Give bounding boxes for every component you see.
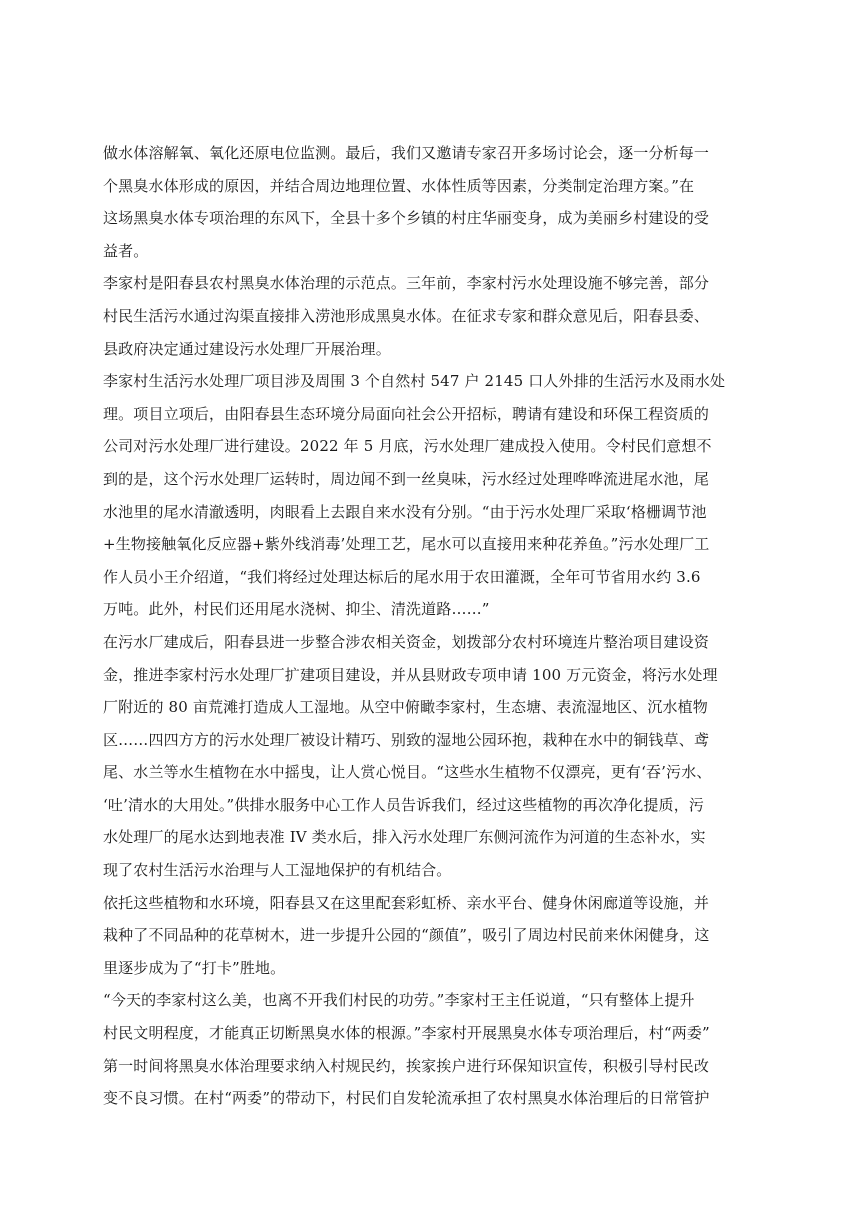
text-line: 现了农村生活污水治理与人工湿地保护的有机结合。: [103, 861, 452, 880]
text-line: 水处理厂的尾水达到地表准 IV 类水后，排入污水处理厂东侧河流作为河道的生态补水，实: [103, 828, 706, 847]
text-line: “今天的李家村这么美，也离不开我们村民的功劳。”李家村王主任说道，“只有整体上提升: [103, 991, 695, 1010]
text-line: 作人员小王介绍道，“我们将经过处理达标后的尾水用于农田灌溉，全年可节省用水约 3.6: [103, 567, 701, 586]
text-line: 李家村生活污水处理厂项目涉及周围 3 个自然村 547 户 2145 口人外排的生活污水及雨水处: [103, 372, 726, 391]
text-line: 县政府决定通过建设污水处理厂开展治理。: [103, 339, 391, 358]
text-line: 水池里的尾水清澈透明，肉眼看上去跟自来水没有分别。“由于污水处理厂采取‘格栅调节池: [103, 502, 707, 521]
text-line: 这场黑臭水体专项治理的东风下，全县十多个乡镇的村庄华丽变身，成为美丽乡村建设的受: [103, 209, 710, 228]
text-line: 村民生活污水通过沟渠直接排入涝池形成黑臭水体。在征求专家和群众意见后，阳春县委、: [103, 306, 710, 325]
text-line: 第一时间将黑臭水体治理要求纳入村规民约，挨家挨户进行环保知识宣传，积极引导村民改: [103, 1056, 710, 1075]
text-line: 变不良习惯。在村“两委”的带动下，村民们自发轮流承担了农村黑臭水体治理后的日常管护: [103, 1089, 710, 1108]
text-line: 依托这些植物和水环境，阳春县又在这里配套彩虹桥、亲水平台、健身休闲廊道等设施，并: [103, 893, 710, 912]
text-line: 到的是，这个污水处理厂运转时，周边闻不到一丝臭味，污水经过处理哗哗流进尾水池，尾: [103, 469, 710, 488]
text-line: 栽种了不同品种的花草树木，进一步提升公园的“颜值”，吸引了周边村民前来休闲健身，这: [103, 926, 710, 945]
text-line: 益者。: [103, 241, 149, 260]
text-line: 公司对污水处理厂进行建设。2022 年 5 月底，污水处理厂建成投入使用。令村民们意想不: [103, 437, 712, 456]
text-line: 个黑臭水体形成的原因，并结合周边地理位置、水体性质等因素，分类制定治理方案。”在: [103, 176, 695, 195]
document-body: [103, 137, 773, 1115]
text-line: 理。项目立项后，由阳春县生态环境分局面向社会公开招标，聘请有建设和环保工程资质的: [103, 404, 710, 423]
text-line: 在污水厂建成后，阳春县进一步整合涉农相关资金，划拨部分农村环境连片整治项目建设资: [103, 632, 710, 651]
text-line: 区……四四方方的污水处理厂被设计精巧、别致的湿地公园环抱，栽种在水中的铜钱草、鸢: [103, 730, 710, 749]
text-line: ‘吐’清水的大用处。”供排水服务中心工作人员告诉我们，经过这些植物的再次净化提质，污: [103, 795, 705, 814]
text-line: 做水体溶解氧、氧化还原电位监测。最后，我们又邀请专家召开多场讨论会，逐一分析每一: [103, 144, 710, 162]
text-line: 尾、水兰等水生植物在水中摇曳，让人赏心悦目。“这些水生植物不仅漂亮，更有‘吞’污水、: [103, 763, 712, 782]
text-line: 金，推进李家村污水处理厂扩建项目建设，并从县财政专项申请 100 万元资金，将污水处理: [103, 665, 718, 684]
text-line: +生物接触氧化反应器+紫外线消毒’处理工艺，尾水可以直接用来种花养鱼。”污水处理厂工: [103, 535, 710, 554]
text-line: 村民文明程度，才能真正切断黑臭水体的根源。”李家村开展黑臭水体专项治理后，村“两委”: [103, 1024, 710, 1043]
text-line: 万吨。此外，村民们还用尾水浇树、抑尘、清洗道路……”: [103, 600, 490, 619]
text-line: 李家村是阳春县农村黑臭水体治理的示范点。三年前，李家村污水处理设施不够完善，部分: [103, 274, 710, 293]
text-line: 厂附近的 80 亩荒滩打造成人工湿地。从空中俯瞰李家村，生态塘、表流湿地区、沉水植物: [103, 698, 708, 717]
text-line: 里逐步成为了“打卡”胜地。: [103, 958, 286, 977]
